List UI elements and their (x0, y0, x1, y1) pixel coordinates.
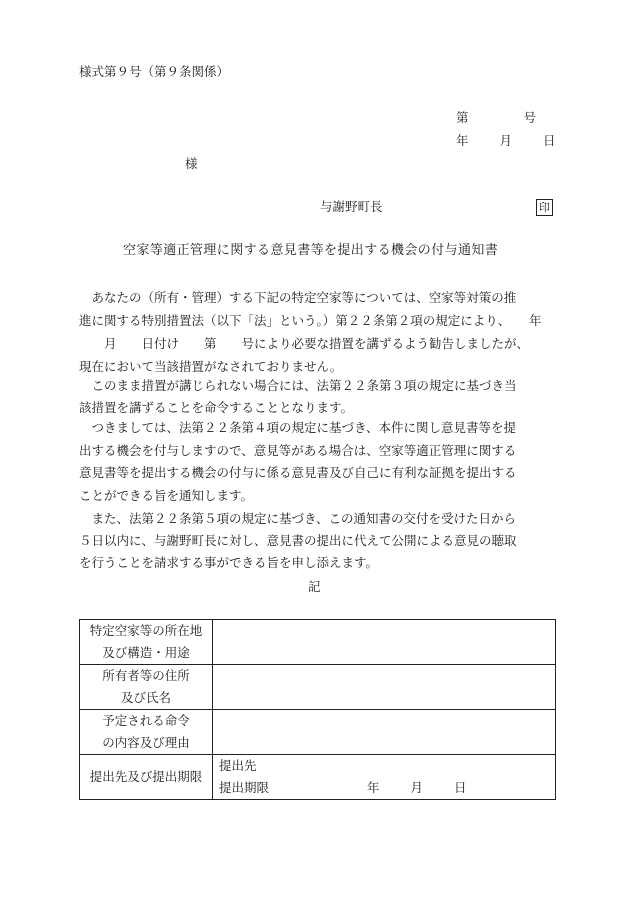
label-line: 及び氏名 (120, 690, 171, 705)
body-line: また、法第２２条第５項の規定に基づき、この通知書の交付を受けた日から (79, 511, 517, 526)
body-line: ５日以内に、与謝野町長に対し、意見書の提出に代えて公開による意見の聴取 (79, 533, 517, 548)
ki-heading: 記 (308, 579, 321, 594)
table-label-submission: 提出先及び提出期限 (80, 755, 213, 800)
deadline-row (219, 777, 555, 799)
table-label-owner (80, 665, 213, 710)
table-row (80, 665, 556, 710)
deadline-date: 年 月 日 (367, 780, 469, 795)
body-line: このまま措置が講じられない場合には、法第２２条第３項の規定に基づき当 (79, 378, 517, 393)
label-line: 所有者等の住所 (102, 668, 190, 683)
table-value-location[interactable] (213, 620, 556, 665)
details-table (79, 619, 556, 800)
label-line: の内容及び理由 (102, 735, 190, 750)
body-line: 出する機会を付与しますので、意見等がある場合は、空家等適正管理に関する (79, 443, 517, 458)
label-line: 予定される命令 (102, 713, 190, 728)
submit-to-label: 提出先 (219, 758, 257, 773)
table-row (80, 755, 556, 800)
deadline-label: 提出期限 (219, 780, 270, 795)
document-title: 空家等適正管理に関する意見書等を提出する機会の付与通知書 (123, 243, 499, 258)
body-line: 進に関する特別措置法（以下「法」という。）第２２条第２項の規定により、 年 (79, 313, 542, 328)
form-number: 様式第９号（第９条関係） (79, 64, 230, 79)
body-line: つきましては、法第２２条第４項の規定に基づき、本件に関し意見書等を提 (79, 420, 517, 435)
body-line: 月 日付け 第 号により必要な措置を講ずるよう勧告しましたが、 (79, 336, 530, 351)
sender-name: 与謝野町長 (320, 199, 383, 214)
table-row (80, 710, 556, 755)
document-number: 第 号 (456, 110, 538, 125)
body-line: を行うことを請求する事ができる旨を申し添えます。 (79, 555, 379, 570)
body-line: 現在において当該措置がなされておりません。 (79, 359, 343, 374)
body-line: 該措置を講ずることを命令することとなります。 (79, 400, 354, 415)
body-line: 意見書等を提出する機会の付与に係る意見書及び自己に有利な証拠を提出する (79, 465, 517, 480)
issue-date: 年 月 日 (456, 133, 558, 148)
table-row (80, 620, 556, 665)
label-line: 及び構造・用途 (102, 645, 190, 660)
table-label-order (80, 710, 213, 755)
table-value-owner[interactable] (213, 665, 556, 710)
table-label-location (80, 620, 213, 665)
body-line: ことができる旨を通知します。 (79, 488, 254, 503)
body-line: あなたの（所有・管理）する下記の特定空家等については、空家等対策の推 (79, 290, 517, 305)
seal-stamp: 印 (536, 199, 553, 216)
table-value-submission[interactable] (213, 755, 556, 800)
addressee-suffix: 様 (185, 156, 198, 171)
label-line: 特定空家等の所在地 (89, 623, 203, 638)
table-value-order[interactable] (213, 710, 556, 755)
